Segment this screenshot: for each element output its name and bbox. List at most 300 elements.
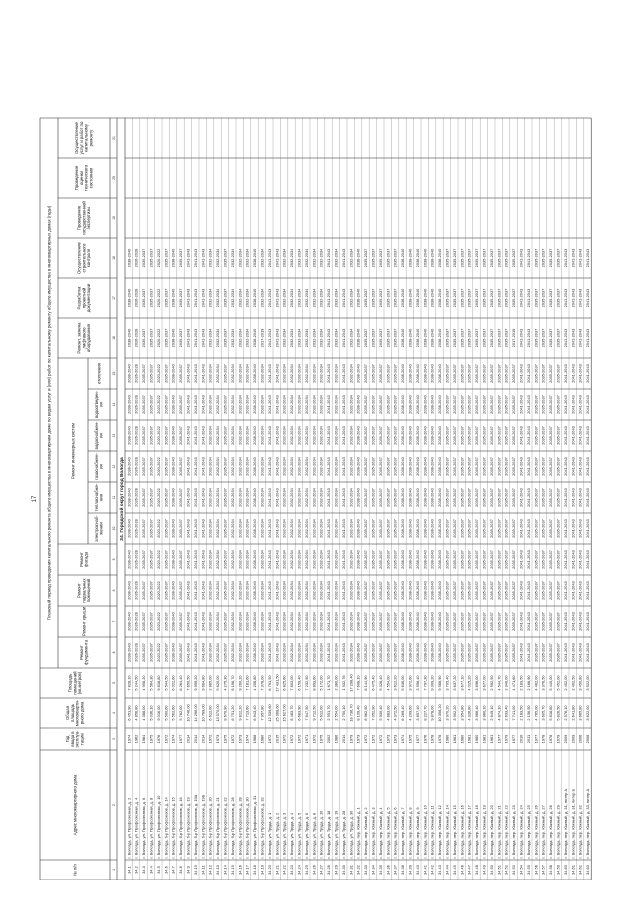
table-cell: 2041-2043 xyxy=(570,519,576,538)
table-cell: 5 328,40 xyxy=(377,675,383,691)
table-cell: 2035-2037 xyxy=(474,581,480,600)
table-cell: 4 388,00 xyxy=(141,705,147,721)
table-cell: 2041-2043 xyxy=(525,581,531,600)
table-cell: 2035-2037 xyxy=(474,643,480,662)
table-cell: 2032-2034 xyxy=(229,612,235,631)
table-cell: 2032-2034 xyxy=(289,426,295,445)
table-cell: 2041-2043 xyxy=(200,395,206,414)
table-cell: 34.43 xyxy=(437,865,443,875)
table-cell: 2038-2040 xyxy=(355,550,361,569)
table-cell: 2041-2043 xyxy=(518,395,524,414)
column-number: 13 xyxy=(112,433,117,438)
table-cell: г. Вологда, ул. Труда, д. 10 xyxy=(318,810,324,859)
table-cell: 2038-2040 xyxy=(437,519,443,538)
table-cell: 2035-2037 xyxy=(555,364,561,383)
table-cell: 2035-2037 xyxy=(488,581,494,600)
table-cell: 2035-2037 xyxy=(392,457,398,476)
table-cell: 1 671,70 xyxy=(326,675,332,691)
table-cell: 2035-2037 xyxy=(163,426,169,445)
table-cell: 1976 xyxy=(422,734,428,744)
table-cell: г. Вологда, ул. Труда, д. 1 xyxy=(266,812,272,859)
table-cell: 2032-2034 xyxy=(229,328,235,348)
table-cell: 2035-2037 xyxy=(141,328,147,348)
table-cell: 2032-2034 xyxy=(244,550,250,569)
table-cell: 34.33 xyxy=(363,865,369,875)
table-cell: 2032-2034 xyxy=(237,328,243,348)
table-cell: 2035-2037 xyxy=(370,488,376,507)
table-cell: 2038-2040 xyxy=(437,288,443,308)
table-cell: 2038-2040 xyxy=(422,643,428,662)
table-cell: 2038-2040 xyxy=(126,364,132,383)
table-cell: 34.7 xyxy=(170,866,176,874)
table-cell: 2035-2037 xyxy=(385,364,391,383)
table-cell: 2035-2037 xyxy=(178,395,184,414)
table-cell: г. Вологда, б-р Профсоюзов, д. 21 xyxy=(215,797,221,859)
table-cell: 2041-2043 xyxy=(585,581,591,600)
table-cell: 2041-2043 xyxy=(585,550,591,569)
table-cell: 9 712,50 xyxy=(311,705,317,721)
table-cell: 4 326,80 xyxy=(466,705,472,721)
table-cell: 2 452,00 xyxy=(562,675,568,691)
table-cell: 2035-2037 xyxy=(377,612,383,631)
table-cell: 2038-2040 xyxy=(400,612,406,631)
header-text-line: Адрес многоквартирного дома xyxy=(72,774,78,836)
table-cell: 2041-2043 xyxy=(518,288,524,308)
table-cell: 34.35 xyxy=(377,865,383,875)
table-cell: 2038-2040 xyxy=(400,581,406,600)
table-cell: 2035-2037 xyxy=(392,426,398,445)
table-cell: 2041-2043 xyxy=(518,643,524,662)
table-cell: 2038-2040 xyxy=(170,519,176,538)
table-cell: 9 818,80 xyxy=(155,675,161,691)
table-cell: 34.25 xyxy=(303,865,309,875)
table-cell: 2032-2034 xyxy=(289,395,295,414)
table-cell: 1972 xyxy=(266,734,272,744)
table-cell: 2 380,00 xyxy=(333,675,339,691)
table-cell: 2038-2040 xyxy=(437,457,443,476)
table-cell: 2041-2043 xyxy=(525,457,531,476)
column-number: 20 xyxy=(112,176,117,180)
table-cell: 2038-2040 xyxy=(252,550,258,569)
table-cell: 2038-2040 xyxy=(407,550,413,569)
table-cell: 2035-2037 xyxy=(141,426,147,445)
table-cell: 2032-2034 xyxy=(318,581,324,600)
table-cell: 2035-2037 xyxy=(370,364,376,383)
table-cell: 2035-2037 xyxy=(540,457,546,476)
table-cell: 2038-2040 xyxy=(422,426,428,445)
table-cell: 2032-2034 xyxy=(333,581,339,600)
table-cell: 2038-2040 xyxy=(400,457,406,476)
table-cell: 2038-2040 xyxy=(400,643,406,662)
table-cell: 5 638,00 xyxy=(400,675,406,691)
table-cell: 1973 xyxy=(392,734,398,744)
column-number: 15 xyxy=(112,371,117,376)
table-cell: 2035-2037 xyxy=(451,248,457,268)
table-cell: 5 818,80 xyxy=(548,705,554,721)
table-cell: 2041-2043 xyxy=(562,612,568,631)
table-cell: 2041-2043 xyxy=(562,426,568,445)
table-cell: 3 966,40 xyxy=(474,705,480,721)
table-cell: г. Вологда, ул. Труда, д. 5 xyxy=(296,812,302,859)
table-cell: 2035-2037 xyxy=(459,457,465,476)
table-cell: 2041-2043 xyxy=(562,550,568,569)
table-cell: 2035-2037 xyxy=(555,550,561,569)
table-cell: 2035-2037 xyxy=(548,581,554,600)
table-cell: 2035-2037 xyxy=(163,364,169,383)
table-cell: 2038-2040 xyxy=(407,288,413,308)
table-cell: 2038-2040 xyxy=(400,288,406,308)
table-cell: 2035-2037 xyxy=(377,643,383,662)
table-cell: 2041-2043 xyxy=(326,395,332,414)
table-cell: 2041-2043 xyxy=(585,488,591,507)
table-cell: 2026-2028 xyxy=(133,248,139,268)
table-cell: 2041-2043 xyxy=(274,643,280,662)
table-cell: 2041-2043 xyxy=(266,457,272,476)
header-text-line: Осуществление xyxy=(76,242,82,274)
table-cell: 2041-2043 xyxy=(340,288,346,308)
table-cell: 2032-2034 xyxy=(237,395,243,414)
table-cell: 2 592,50 xyxy=(488,675,494,691)
table-cell: 2041-2043 xyxy=(185,519,191,538)
table-cell: 2032-2034 xyxy=(237,612,243,631)
table-cell: 34.42 xyxy=(429,865,435,875)
table-cell: 2032-2034 xyxy=(348,457,354,476)
header-cell xyxy=(79,551,89,567)
table-cell: 2038-2040 xyxy=(252,328,258,348)
table-cell: 2032-2034 xyxy=(215,643,221,662)
table-cell: 12 539,60 xyxy=(266,704,272,722)
table-cell: 9 309,20 xyxy=(429,675,435,691)
table-cell: 2041-2043 xyxy=(562,248,568,268)
table-cell: 2035-2037 xyxy=(141,612,147,631)
table-cell: 34.10 xyxy=(192,865,198,875)
table-cell: 2041-2043 xyxy=(340,364,346,383)
table-cell: 2032-2034 xyxy=(303,288,309,308)
table-cell: 2035-2037 xyxy=(141,550,147,569)
table-cell: 2041-2043 xyxy=(326,519,332,538)
table-cell: 2038-2040 xyxy=(422,612,428,631)
table-cell: 2035-2037 xyxy=(533,395,539,414)
table-cell: 2020-2022 xyxy=(155,581,161,600)
header-cell xyxy=(77,322,91,354)
table-cell: 2035-2037 xyxy=(370,426,376,445)
table-cell: 5 440,00 xyxy=(548,675,554,691)
table-cell: 34.17 xyxy=(244,865,250,875)
table-cell: 2032-2034 xyxy=(318,248,324,268)
table-cell: 2032-2034 xyxy=(207,519,213,538)
table-cell: 2032-2034 xyxy=(229,364,235,383)
table-cell: 2041-2043 xyxy=(192,581,198,600)
table-cell: 2032-2034 xyxy=(244,612,250,631)
header-text-line: жения xyxy=(98,522,104,535)
table-cell: 18 736,70 xyxy=(348,704,354,722)
table-cell: 34.51 xyxy=(496,865,502,875)
header-text-line: фундамента xyxy=(83,640,89,665)
table-cell: 2038-2040 xyxy=(126,457,132,476)
table-cell: 34.34 xyxy=(370,865,376,875)
table-cell: 2041-2043 xyxy=(585,519,591,538)
table-cell: 2041-2043 xyxy=(585,643,591,662)
table-cell: 7 608,10 xyxy=(355,675,361,691)
table-cell: 2020-2022 xyxy=(155,426,161,445)
table-cell: 2026-2028 xyxy=(133,519,139,538)
table-cell: 2041-2043 xyxy=(562,328,568,348)
table-cell: 2038-2040 xyxy=(252,612,258,631)
table-cell: 2032-2034 xyxy=(311,248,317,268)
table-cell: 7 957,80 xyxy=(259,705,265,721)
table-cell: 4 208,80 xyxy=(252,675,258,691)
table-cell: 2035-2037 xyxy=(163,550,169,569)
table-cell: 2038-2040 xyxy=(355,612,361,631)
table-cell: 2038-2040 xyxy=(170,488,176,507)
table-cell: 2035-2037 xyxy=(481,328,487,348)
table-cell: 2038-2040 xyxy=(252,364,258,383)
table-cell: 2041-2043 xyxy=(192,488,198,507)
table-cell: 2026-2028 xyxy=(133,488,139,507)
header-text-line: площадь xyxy=(69,704,75,722)
table-cell: 2035-2037 xyxy=(385,550,391,569)
table-cell: 34.32 xyxy=(355,865,361,875)
table-cell: 2032-2034 xyxy=(215,488,221,507)
table-cell: 2035-2037 xyxy=(540,643,546,662)
table-cell: 2038-2040 xyxy=(126,328,132,348)
table-cell: 2035-2037 xyxy=(548,395,554,414)
table-cell: г. Вологда, пер. Южный, д. 3 xyxy=(370,807,376,859)
table-cell: 2041-2043 xyxy=(266,364,272,383)
table-cell: 2035-2037 xyxy=(481,581,487,600)
table-cell: 2032-2034 xyxy=(207,612,213,631)
table-cell: 2032-2034 xyxy=(244,364,250,383)
table-cell: 2032-2034 xyxy=(311,457,317,476)
table-cell: 2032-2034 xyxy=(333,426,339,445)
table-cell: г. Вологда, пер. Южный, д. 31, литер Б xyxy=(570,788,576,859)
table-cell: 2035-2037 xyxy=(392,248,398,268)
table-cell: 2035-2037 xyxy=(363,612,369,631)
table-cell: 2041-2043 xyxy=(518,519,524,538)
table-cell: 2038-2040 xyxy=(407,581,413,600)
table-cell: 2041-2043 xyxy=(518,248,524,268)
table-cell: 2041-2043 xyxy=(192,643,198,662)
table-cell: 2014 xyxy=(185,734,191,744)
table-cell: 34.47 xyxy=(466,865,472,875)
table-cell: 2035-2037 xyxy=(488,457,494,476)
table-cell: 2032-2034 xyxy=(244,248,250,268)
table-cell: 34.13 xyxy=(215,865,221,875)
table-cell: 1979 xyxy=(348,734,354,744)
table-cell: 2032-2034 xyxy=(281,328,287,348)
table-cell: 2035-2037 xyxy=(370,581,376,600)
table-cell: 2035-2037 xyxy=(377,488,383,507)
table-cell: 34.63 xyxy=(585,865,591,875)
column-number: 9 xyxy=(112,558,117,561)
table-cell: 2009 xyxy=(562,734,568,744)
table-cell: 5 826,50 xyxy=(555,705,561,721)
table-cell: 2035-2037 xyxy=(466,643,472,662)
table-cell: 34.5 xyxy=(155,866,161,874)
table-cell: 2035-2037 xyxy=(540,288,546,308)
table-cell: 2026-2028 xyxy=(133,288,139,308)
table-cell: 2032-2034 xyxy=(259,288,265,308)
table-cell: 2032-2034 xyxy=(259,581,265,600)
table-cell: г. Вологда, б-р Профсоюзов, д. 19А xyxy=(192,794,198,859)
table-cell: 5 562,60 xyxy=(170,705,176,721)
table-cell: г. Вологда, пер. Южный, д. 12 xyxy=(437,805,443,859)
table-cell: 2 340,00 xyxy=(503,675,509,691)
table-cell: 2035-2037 xyxy=(451,364,457,383)
table-cell: 7 803,00 xyxy=(289,675,295,691)
header-text-line: документации xyxy=(86,283,92,313)
table-cell: 2017-2019 xyxy=(259,328,265,348)
table-cell: г. Вологда, ул. Труда, д. 30 xyxy=(348,810,354,859)
table-cell: 2038-2040 xyxy=(355,395,361,414)
table-cell: 2035-2037 xyxy=(178,550,184,569)
table-cell: 2032-2034 xyxy=(303,328,309,348)
table-cell: 2041-2043 xyxy=(577,643,583,662)
table-cell: 2032-2034 xyxy=(281,643,287,662)
table-cell: г. Вологда, пер. Южный, д. 14 xyxy=(444,805,450,859)
table-cell: 2035-2037 xyxy=(377,364,383,383)
table-cell: 2035-2037 xyxy=(459,395,465,414)
header-text-line: экспертизы xyxy=(86,206,92,230)
table-cell: 2032-2034 xyxy=(207,288,213,308)
table-cell: 2035-2037 xyxy=(540,519,546,538)
table-cell: 2032-2034 xyxy=(215,550,221,569)
table-cell: 2041-2043 xyxy=(274,395,280,414)
table-cell: 2041-2043 xyxy=(585,328,591,348)
table-cell: 2035-2037 xyxy=(503,248,509,268)
table-cell: 34.48 xyxy=(474,865,480,875)
table-cell: 2035-2037 xyxy=(511,364,517,383)
table-cell: 2035-2037 xyxy=(488,519,494,538)
column-number: 21 xyxy=(112,136,117,140)
table-cell: 2041-2043 xyxy=(525,395,531,414)
table-cell: 2035-2037 xyxy=(444,426,450,445)
table-cell: 2032-2034 xyxy=(215,395,221,414)
table-cell: 2041-2043 xyxy=(340,581,346,600)
table-cell: 2032-2034 xyxy=(303,395,309,414)
table-cell: 2035-2037 xyxy=(163,488,169,507)
table-cell: 2038-2040 xyxy=(414,248,420,268)
table-cell: 2032-2034 xyxy=(296,643,302,662)
table-cell: г. Вологда, ул. Профсоюзная, д. 2 xyxy=(126,797,132,859)
table-cell: 34.54 xyxy=(518,865,524,875)
table-cell: 2035-2037 xyxy=(511,643,517,662)
table-cell: 8 109,40 xyxy=(355,705,361,721)
table-cell: 2035-2037 xyxy=(540,426,546,445)
table-cell: 2035-2037 xyxy=(488,248,494,268)
table-cell: 2035-2037 xyxy=(548,457,554,476)
header-cell xyxy=(72,864,77,876)
table-cell: 2035-2037 xyxy=(148,426,154,445)
table-cell: 2014 xyxy=(200,734,206,744)
table-cell: 2020-2022 xyxy=(155,248,161,268)
table-cell: 2041-2043 xyxy=(570,328,576,348)
table-cell: 2035-2037 xyxy=(222,612,228,631)
table-cell: 2032-2034 xyxy=(289,328,295,348)
table-cell: 2032-2034 xyxy=(259,457,265,476)
table-cell: г. Вологда, ул. Труда, д. 19 xyxy=(333,810,339,859)
table-cell: 2041-2043 xyxy=(340,457,346,476)
table-cell: 1977 xyxy=(511,734,517,744)
table-cell: 2035-2037 xyxy=(488,364,494,383)
table-cell: 2032-2034 xyxy=(281,550,287,569)
table-cell: 2041-2043 xyxy=(577,550,583,569)
table-cell: 2 166,90 xyxy=(525,675,531,691)
table-cell: 2035-2037 xyxy=(385,426,391,445)
table-cell: 2032-2034 xyxy=(289,519,295,538)
table-cell: 2041-2043 xyxy=(274,364,280,383)
table-cell: 3 705,40 xyxy=(444,675,450,691)
header-cell xyxy=(81,606,86,636)
table-cell: 2038-2040 xyxy=(126,288,132,308)
table-cell: 5 036,10 xyxy=(148,705,154,721)
table-cell: 2035-2037 xyxy=(540,612,546,631)
table-cell: 2035-2037 xyxy=(444,643,450,662)
table-cell: 2038-2040 xyxy=(170,288,176,308)
table-cell: 2041-2043 xyxy=(192,328,198,348)
header-text-line: ия xyxy=(98,464,104,469)
table-cell: 7 741,00 xyxy=(511,705,517,721)
table-cell: 2032-2034 xyxy=(281,364,287,383)
table-cell: 3 637,20 xyxy=(451,675,457,691)
table-cell: 2032-2034 xyxy=(348,426,354,445)
table-cell: 2041-2043 xyxy=(200,426,206,445)
table-cell: 2032-2034 xyxy=(333,643,339,662)
table-cell: 2020-2022 xyxy=(155,550,161,569)
table-cell: 2026-2028 xyxy=(133,457,139,476)
table-cell: 2035-2037 xyxy=(451,643,457,662)
header-text-line: теплоснабже- xyxy=(93,483,99,512)
table-cell: 2038-2040 xyxy=(437,643,443,662)
table-cell: 2032-2034 xyxy=(244,581,250,600)
table-cell: 2041-2043 xyxy=(577,612,583,631)
table-cell: 2032-2034 xyxy=(348,248,354,268)
table-cell: 2026-2028 xyxy=(133,581,139,600)
table-cell: 2032-2034 xyxy=(303,643,309,662)
table-cell: 2026-2028 xyxy=(133,612,139,631)
table-cell: 2035-2037 xyxy=(503,550,509,569)
table-cell: 2032-2034 xyxy=(318,488,324,507)
table-cell: г. Вологда, б-р Профсоюзов, д. 16 xyxy=(178,797,184,859)
table-cell: 2032-2034 xyxy=(303,248,309,268)
table-cell: 2020-2022 xyxy=(155,488,161,507)
table-cell: 1979 xyxy=(503,734,509,744)
table-cell: 2032-2034 xyxy=(333,364,339,383)
table-cell: 2038-2040 xyxy=(355,364,361,383)
table-cell: 2041-2043 xyxy=(585,248,591,268)
table-cell: 2038-2040 xyxy=(400,488,406,507)
table-cell: 2041-2043 xyxy=(518,328,524,348)
table-cell: 1972 xyxy=(377,734,383,744)
table-cell: 2035-2037 xyxy=(496,612,502,631)
table-cell: 34.60 xyxy=(562,865,568,875)
table-cell: 2035-2037 xyxy=(451,395,457,414)
column-number: 7 xyxy=(112,620,117,623)
table-cell: г. Вологда, пер. Южный, д. 2 xyxy=(363,807,369,859)
rotated-table-frame xyxy=(30,40,600,880)
table-cell: 2035-2037 xyxy=(377,457,383,476)
table-cell: 34.31 xyxy=(348,865,354,875)
table-cell: 34.38 xyxy=(400,865,406,875)
table-cell: 9 588,90 xyxy=(437,675,443,691)
table-cell: 1972 xyxy=(207,734,213,744)
table-cell: 2038-2040 xyxy=(429,457,435,476)
header-text-line: Год xyxy=(65,735,71,743)
table-cell: 2041-2043 xyxy=(585,457,591,476)
table-cell: г. Вологда, пер. Южный, д. 22 xyxy=(503,805,509,859)
table-cell: 2035-2037 xyxy=(503,519,509,538)
table-cell: 2032-2034 xyxy=(318,643,324,662)
